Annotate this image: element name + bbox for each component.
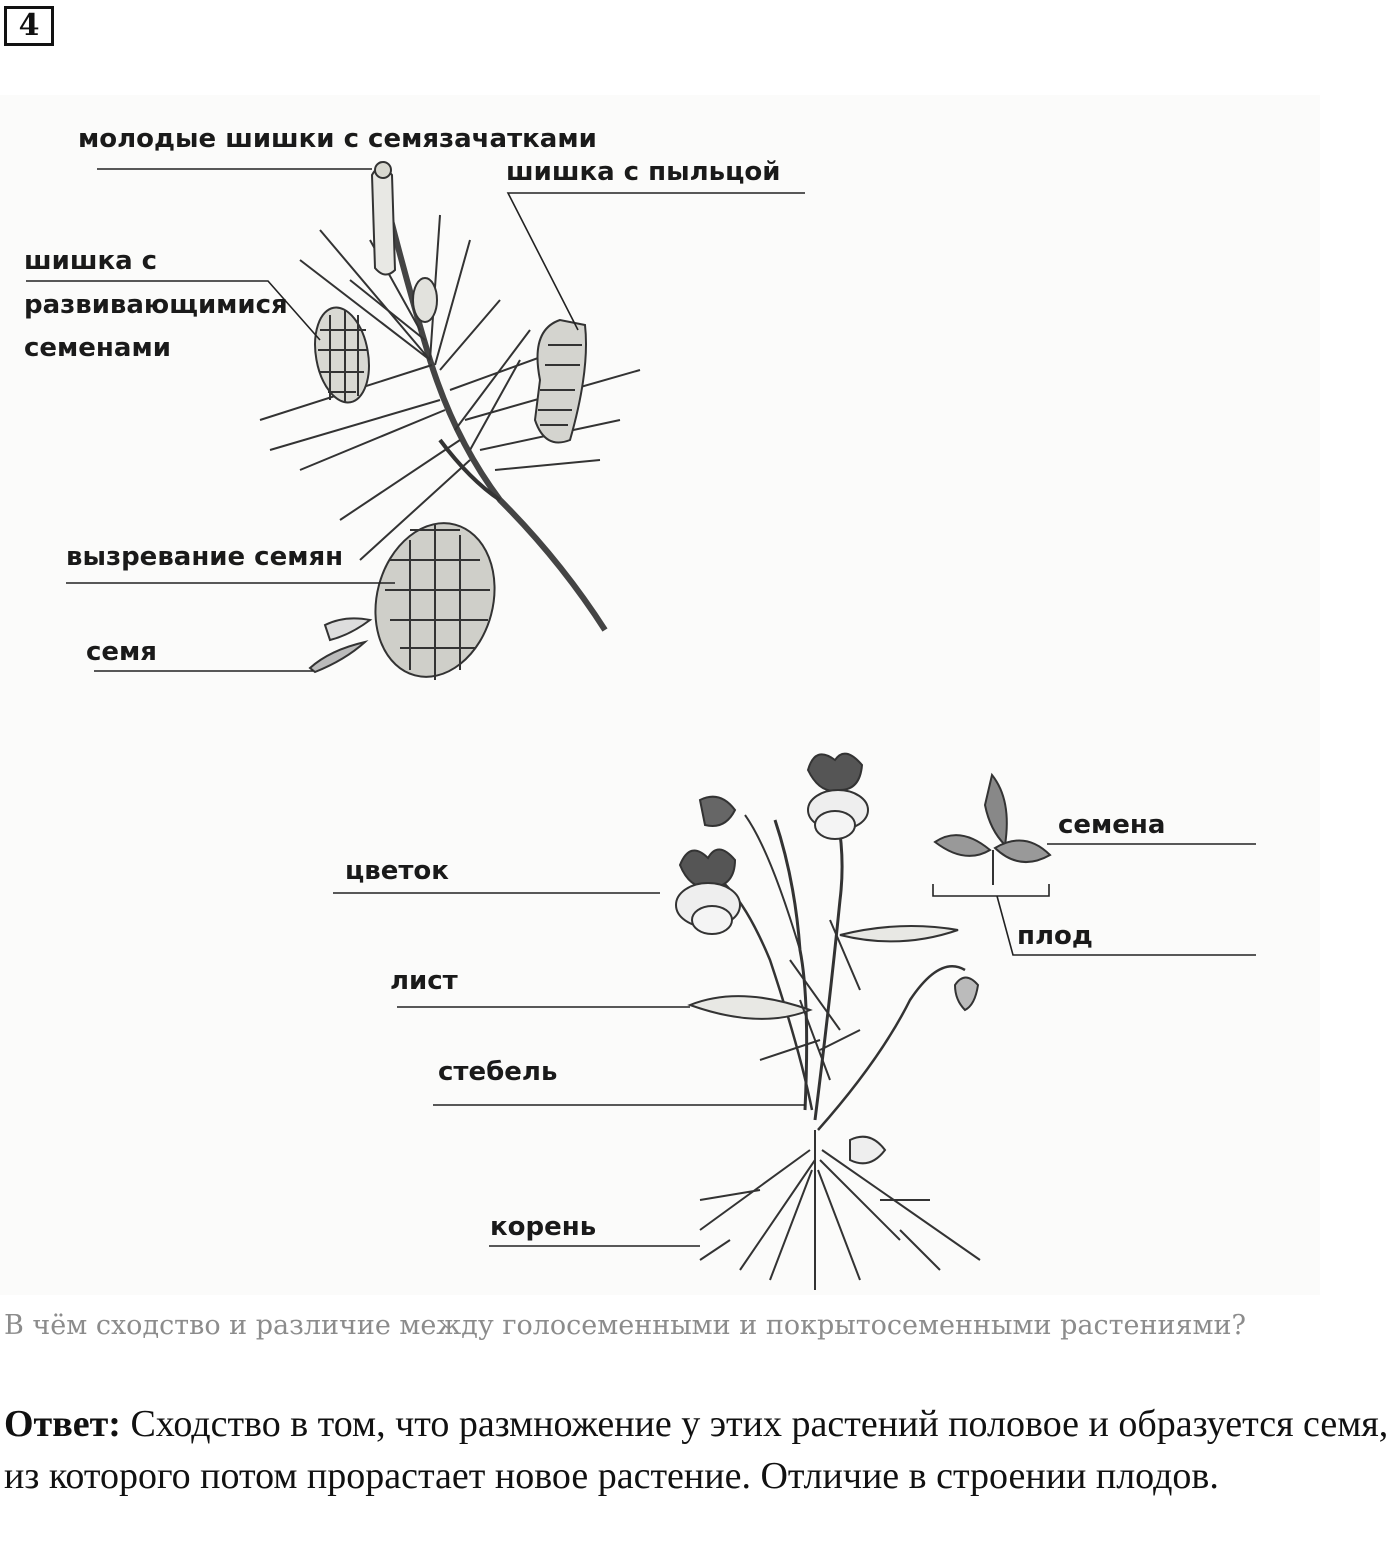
label-stem: стебель [438, 1057, 558, 1087]
label-developing-cone-2: развивающимися [24, 290, 288, 320]
question-text: В чём сходство и различие между голосеменными и покрытосеменными растениями? [4, 1310, 1246, 1341]
label-developing-cone-3: семенами [24, 333, 171, 363]
label-developing-cone-1: шишка с [24, 246, 158, 276]
label-seed: семя [86, 637, 157, 667]
answer-block [4, 1398, 1400, 1502]
task-number: 4 [18, 8, 40, 43]
pine-branch-drawing [260, 162, 640, 690]
label-seeds: семена [1058, 810, 1166, 840]
label-young-cones: молодые шишки с семязачатками [78, 124, 597, 154]
label-pollen-cone: шишка с пыльцой [506, 157, 781, 187]
answer-prefix: Ответ: [4, 1403, 121, 1445]
label-fruit: плод [1017, 921, 1093, 951]
label-root: корень [490, 1212, 597, 1242]
label-leaf: лист [390, 966, 458, 996]
answer-text: Сходство в том, что размножение у этих растений половое и образуется семя, из которого потом прорастает новое растение. Отличие в строении плодов. [4, 1403, 1389, 1497]
label-seed-ripening: вызревание семян [66, 542, 344, 572]
label-flower: цветок [345, 856, 449, 886]
violet-drawing [676, 754, 1050, 1290]
